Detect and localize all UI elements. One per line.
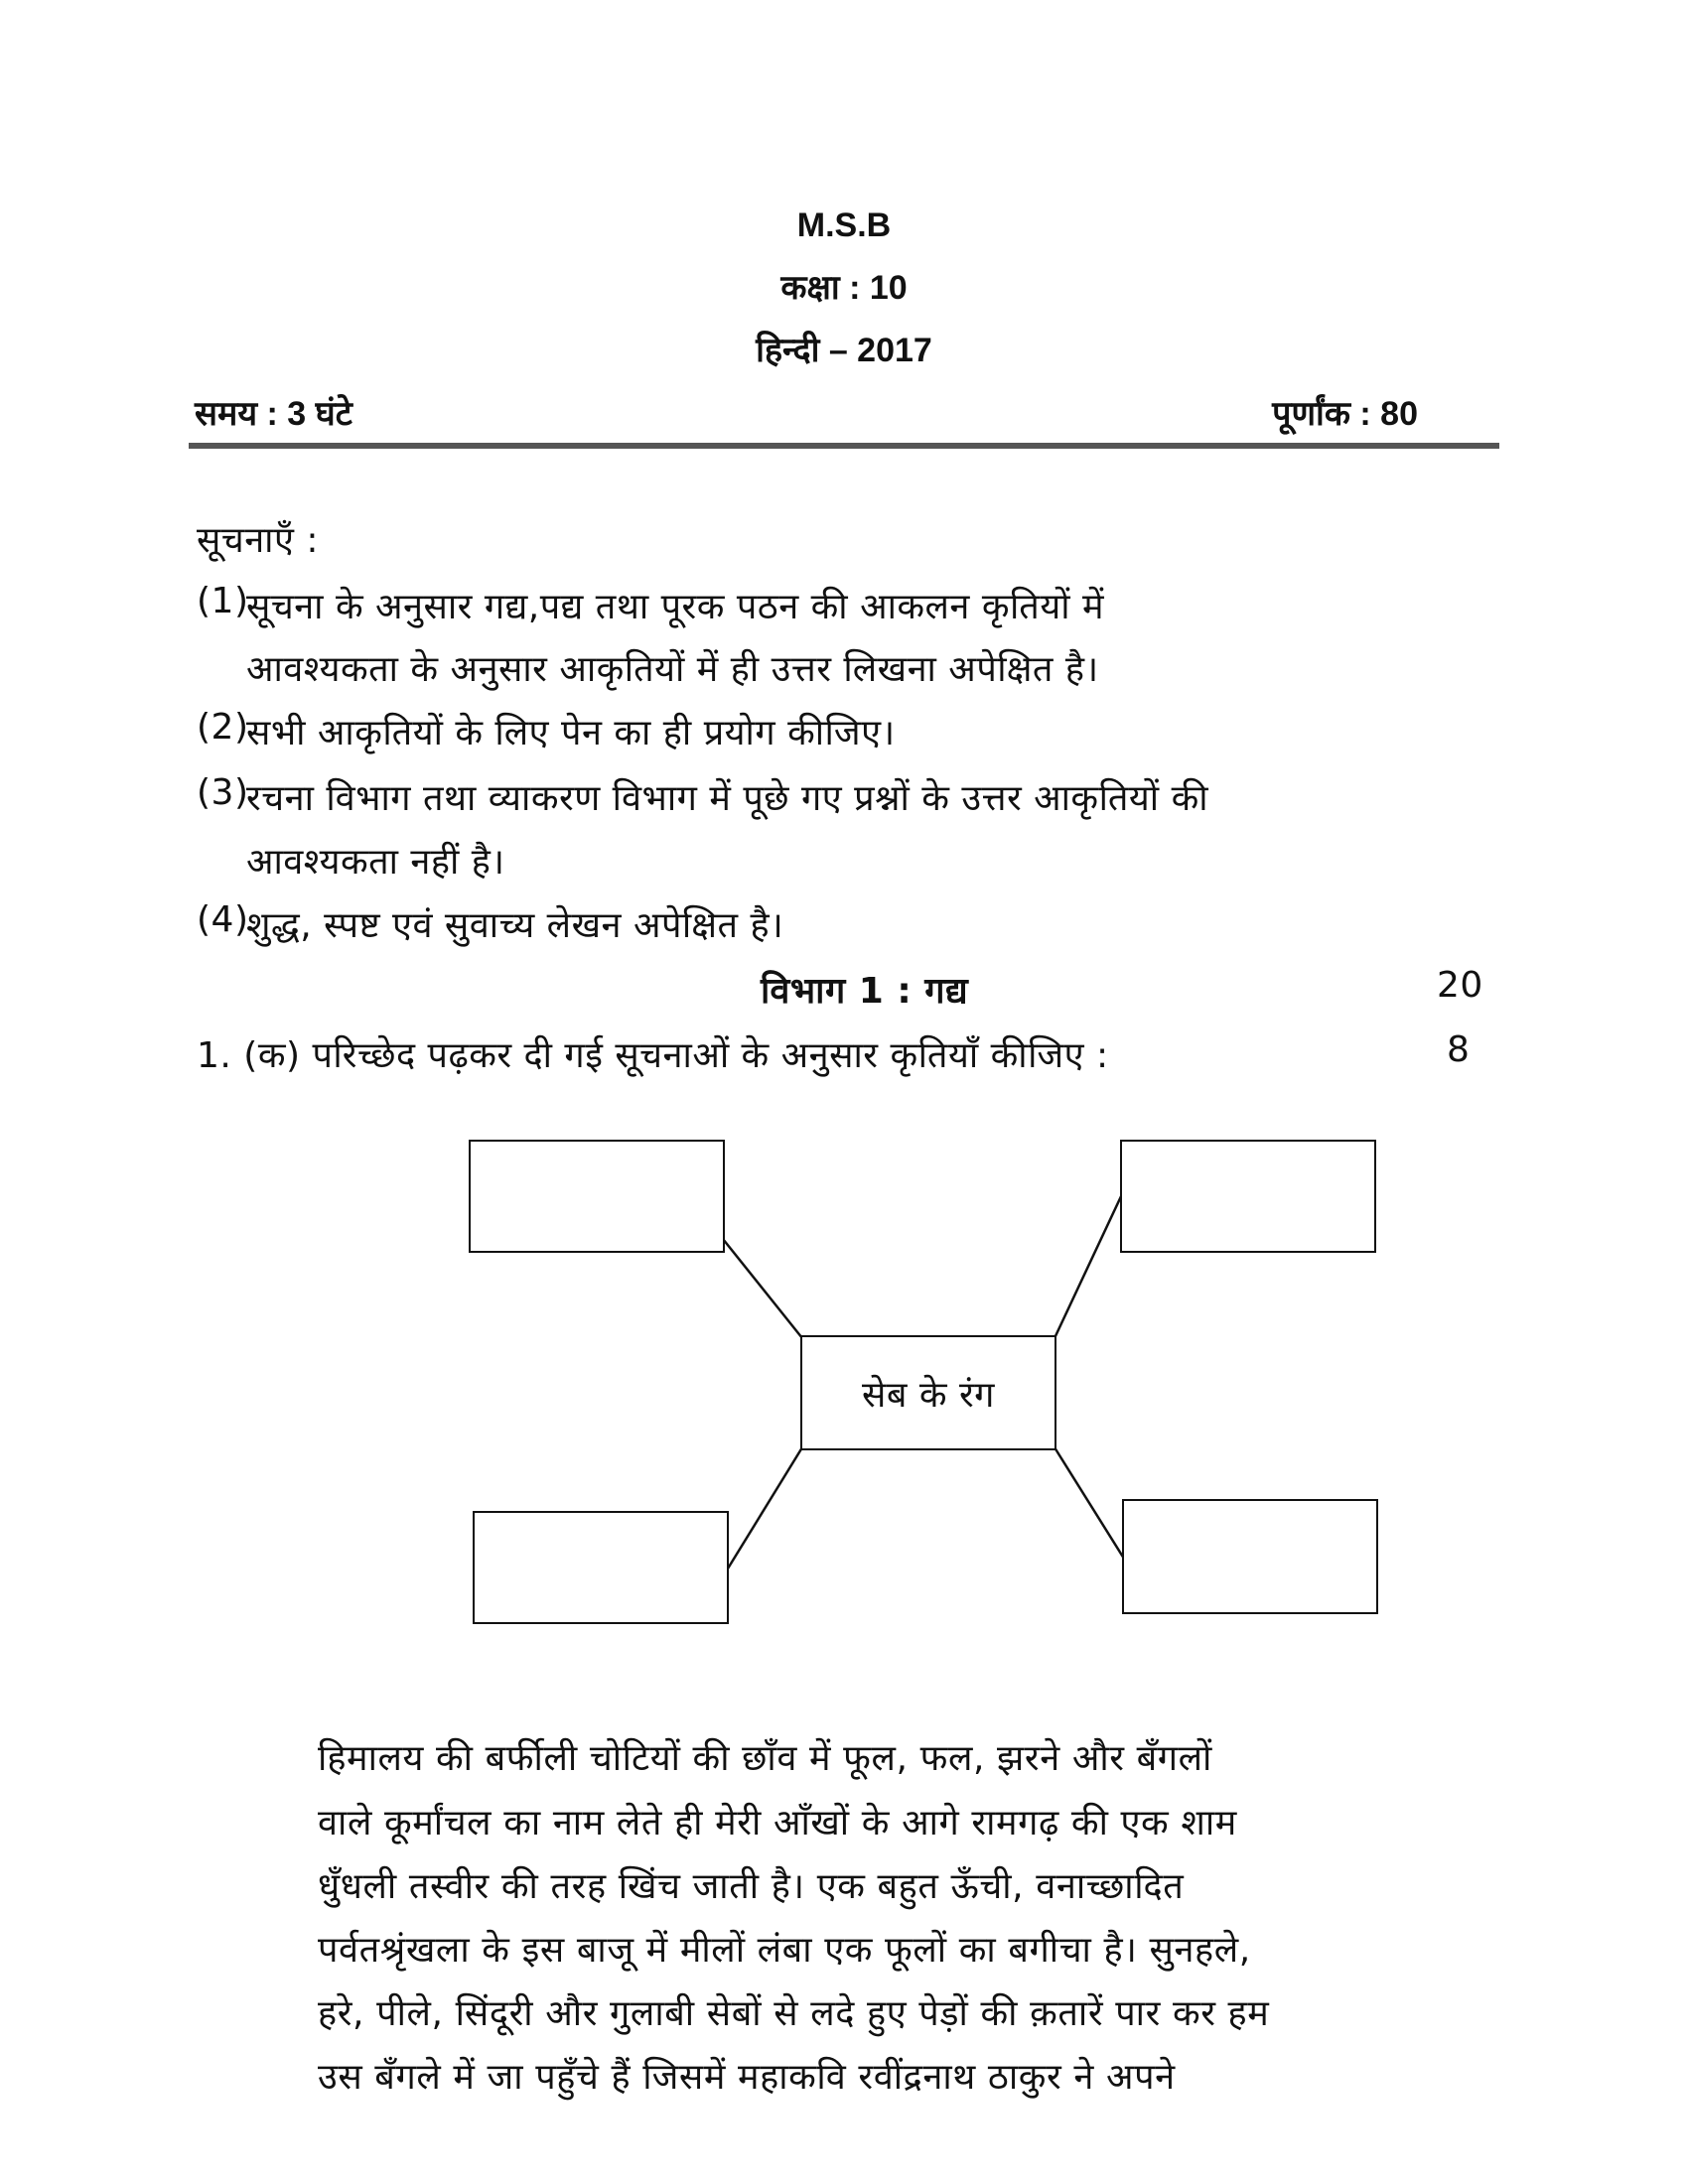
passage-line: पर्वतश्रृंखला के इस बाजू में मीलों लंबा एक फूलों का बगीचा है। सुनहले, <box>318 1930 1251 1971</box>
instruction-number: (3) <box>197 772 249 813</box>
class-label: कक्षा : 10 <box>780 269 908 307</box>
center-label: सेब के रंग <box>862 1374 995 1416</box>
instructions-heading: सूचनाएँ : <box>197 520 319 561</box>
answer-box-top-left[interactable] <box>469 1140 725 1253</box>
instruction-number: (2) <box>197 707 249 748</box>
instruction-text: आवश्यकता के अनुसार आकृतियों में ही उत्तर लिखना अपेक्षित है। <box>246 649 1099 690</box>
passage-line: धुँधली तस्वीर की तरह खिंच जाती है। एक बहुत ऊँची, वनाच्छादित <box>318 1866 1185 1907</box>
section-marks: 20 <box>1437 965 1483 1006</box>
center-box <box>800 1335 1056 1450</box>
instruction-text: आवश्यकता नहीं है। <box>246 842 505 883</box>
instruction-text: सूचना के अनुसार गद्य,पद्य तथा पूरक पठन की आकलन कृतियों में <box>246 587 1105 627</box>
instruction-text: शुद्ध, स्पष्ट एवं सुवाच्य लेखन अपेक्षित है। <box>246 905 784 946</box>
time-label: समय : 3 घंटे <box>195 395 352 433</box>
instruction-text: सभी आकृतियों के लिए पेन का ही प्रयोग कीजिए। <box>246 713 896 753</box>
instruction-number: (4) <box>197 899 249 940</box>
board-name: M.S.B <box>796 206 892 244</box>
passage-line: उस बँगले में जा पहुँचे हैं जिसमें महाकवि रवींद्रनाथ ठाकुर ने अपने <box>318 2057 1176 2098</box>
question-text: 1. (क) परिच्छेद पढ़कर दी गई सूचनाओं के अनुसार कृतियाँ कीजिए : <box>197 1035 1109 1076</box>
answer-box-bottom-left[interactable] <box>473 1511 729 1624</box>
marks-label: पूर्णांक : 80 <box>1272 395 1418 433</box>
section-title: विभाग 1 : गद्य <box>761 971 969 1012</box>
instruction-text: रचना विभाग तथा व्याकरण विभाग में पूछे गए प्रश्नों के उत्तर आकृतियों की <box>246 778 1209 819</box>
instruction-number: (1) <box>197 581 249 621</box>
passage-line: हिमालय की बर्फीली चोटियों की छाँव में फूल, फल, झरने और बँगलों <box>318 1738 1212 1779</box>
passage-line: हरे, पीले, सिंदूरी और गुलाबी सेबों से लदे हुए पेड़ों की क़तारें पार कर हम <box>318 1993 1270 2034</box>
passage-line: वाले कूर्मांचल का नाम लेते ही मेरी आँखों के आगे रामगढ़ की एक शाम <box>318 1803 1237 1843</box>
question-marks: 8 <box>1447 1029 1471 1070</box>
answer-box-top-right[interactable] <box>1120 1140 1376 1253</box>
subject-year: हिन्दी – 2017 <box>756 332 932 369</box>
answer-box-bottom-right[interactable] <box>1122 1499 1378 1614</box>
